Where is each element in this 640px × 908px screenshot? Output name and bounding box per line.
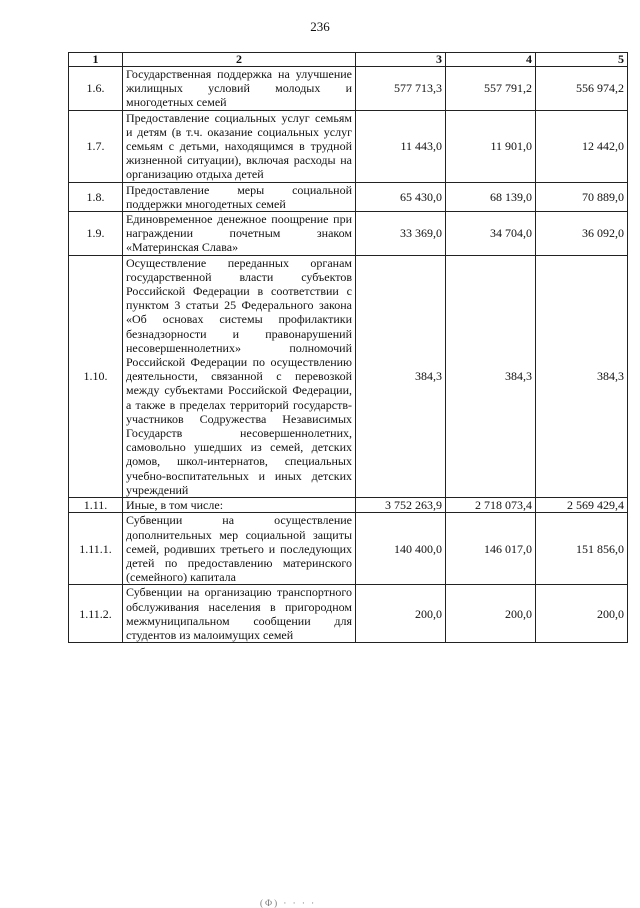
row-number: 1.10. [69,255,123,497]
row-description: Субвенции на организацию транспортного обслуживания населения в пригородном межмуниципальном сообщении для студентов из малоимущих семей [123,585,356,643]
value-col-3: 3 752 263,9 [356,498,446,513]
page-number: 236 [310,19,330,34]
value-col-4: 34 704,0 [446,212,536,256]
value-col-5: 12 442,0 [536,110,628,182]
column-header-3: 3 [356,53,446,67]
footer-mark: (Ф) · · · · [260,898,317,908]
table-row [69,110,628,182]
table-row [69,513,628,585]
row-description: Осуществление переданных органам государственной власти субъектов Российской Федерации в соответствии с пунктом 3 статьи 25 Федерального закона «Об основах системы профилактики безнадзорности и правонарушений несовершеннолетних» полномочий Российской Федерации по осуществлению деятельности, связанной с перевозкой между субъектами Российской Федерации, а также в пределах территорий государств-участников Содружества Независимых Государств несовершеннолетних, самовольно ушедших из семей, детских домов, школ-интернатов, специальных учебно-воспитательных и иных детских учреждений [123,255,356,497]
row-number: 1.8. [69,182,123,211]
value-col-3: 140 400,0 [356,513,446,585]
column-header-4: 4 [446,53,536,67]
value-col-4: 557 791,2 [446,67,536,111]
value-col-3: 577 713,3 [356,67,446,111]
row-number: 1.6. [69,67,123,111]
value-col-4: 200,0 [446,585,536,643]
value-col-3: 33 369,0 [356,212,446,256]
table-row [69,585,628,643]
value-col-5: 151 856,0 [536,513,628,585]
value-col-5: 384,3 [536,255,628,497]
value-col-4: 11 901,0 [446,110,536,182]
column-header-2: 2 [123,53,356,67]
row-number: 1.11. [69,498,123,513]
row-description: Предоставление социальных услуг семьям и детям (в т.ч. оказание социальных услуг семьям с детьми, находящимся в трудной жизненной ситуации), включая расходы на организацию отдыха детей [123,110,356,182]
row-number: 1.11.1. [69,513,123,585]
column-header-5: 5 [536,53,628,67]
row-number: 1.9. [69,212,123,256]
value-col-4: 2 718 073,4 [446,498,536,513]
row-description: Государственная поддержка на улучшение жилищных условий молодых и многодетных семей [123,67,356,111]
value-col-5: 556 974,2 [536,67,628,111]
row-number: 1.11.2. [69,585,123,643]
table-row [69,212,628,256]
value-col-3: 11 443,0 [356,110,446,182]
value-col-4: 68 139,0 [446,182,536,211]
value-col-5: 200,0 [536,585,628,643]
table-row [69,255,628,497]
row-number: 1.7. [69,110,123,182]
row-description: Иные, в том числе: [123,498,356,513]
table-row [69,498,628,513]
value-col-5: 2 569 429,4 [536,498,628,513]
value-col-3: 200,0 [356,585,446,643]
table-header-row [69,53,628,67]
row-description: Предоставление меры социальной поддержки многодетных семей [123,182,356,211]
row-description: Субвенции на осуществление дополнительных мер социальной защиты семей, родивших третьего и последующих детей по предоставлению материнского (семейного) капитала [123,513,356,585]
value-col-3: 65 430,0 [356,182,446,211]
table-row [69,67,628,111]
value-col-4: 146 017,0 [446,513,536,585]
value-col-3: 384,3 [356,255,446,497]
table-row [69,182,628,211]
value-col-4: 384,3 [446,255,536,497]
column-header-1: 1 [69,53,123,67]
value-col-5: 36 092,0 [536,212,628,256]
row-description: Единовременное денежное поощрение при награждении почетным знаком «Материнская Слава» [123,212,356,256]
value-col-5: 70 889,0 [536,182,628,211]
budget-table [68,52,628,643]
